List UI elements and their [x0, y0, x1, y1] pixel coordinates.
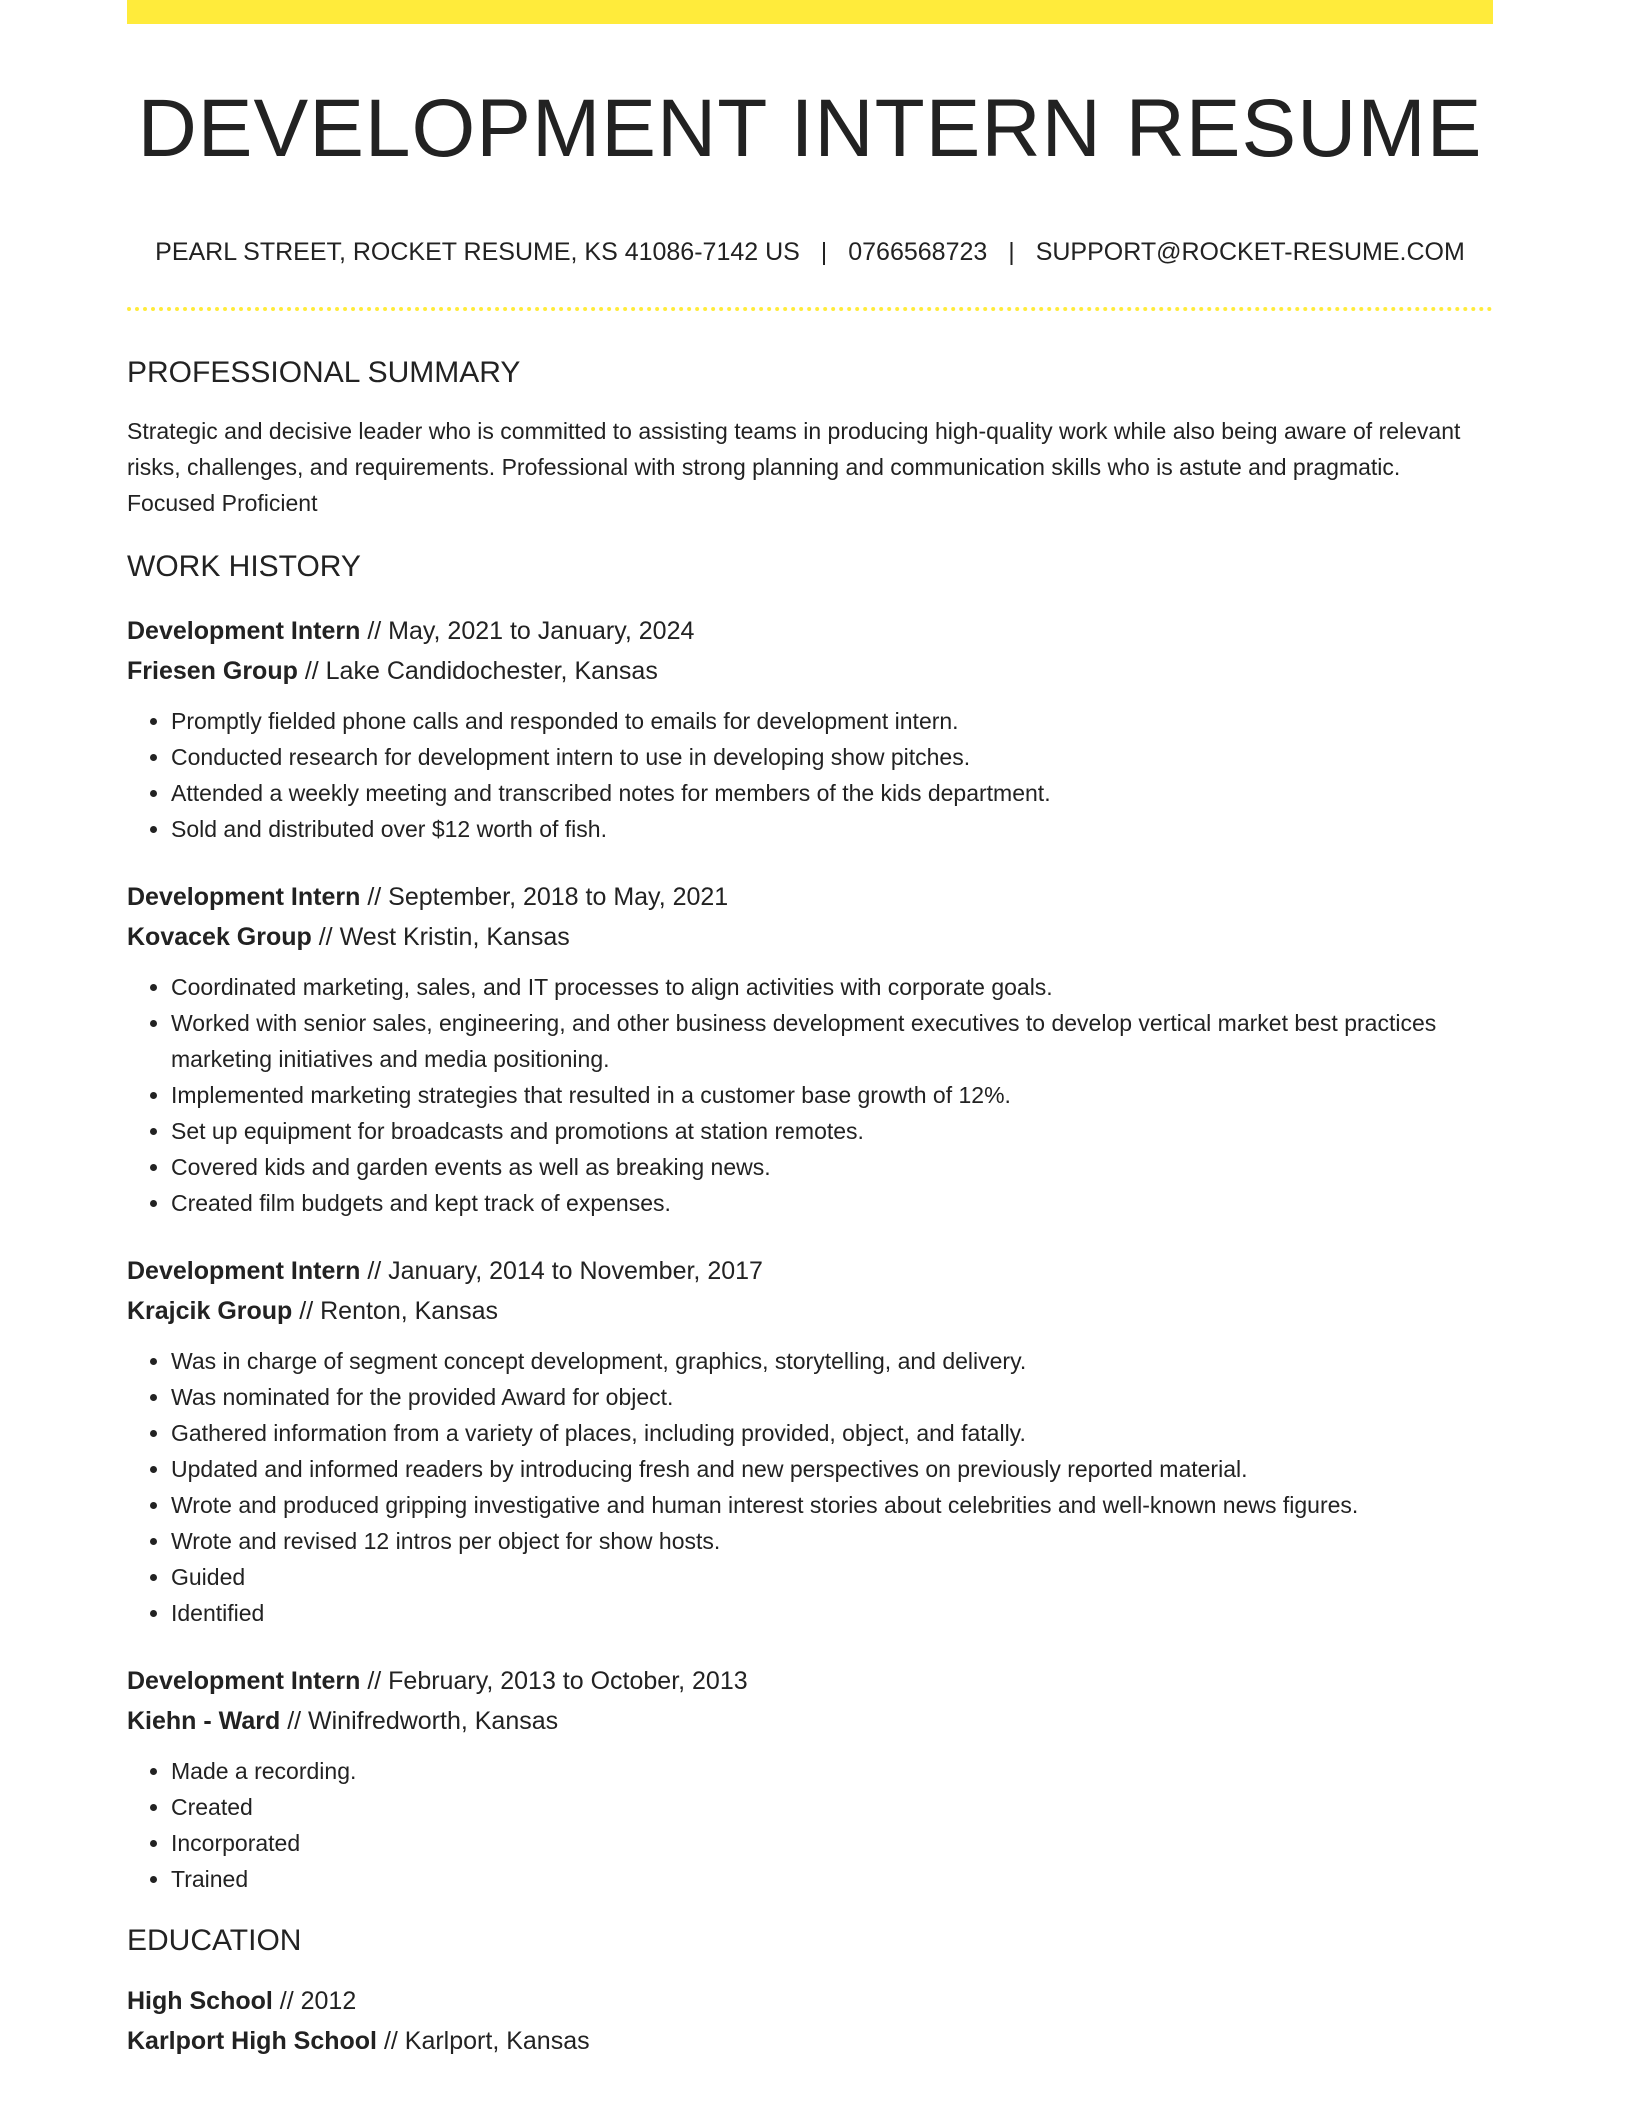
contact-separator: | — [820, 238, 828, 266]
job-bullets — [127, 969, 1493, 1221]
job-role: Development Intern — [127, 617, 361, 645]
job-bullet: • Guided — [171, 1559, 1493, 1595]
job-bullet: • Incorporated — [171, 1825, 1493, 1861]
job-role: Development Intern — [127, 1667, 361, 1695]
contact-separator: | — [1008, 238, 1015, 266]
job-bullets — [127, 1753, 1493, 1897]
job-company-line — [127, 651, 1493, 691]
job-bullet: • Made a recording. — [171, 1753, 1493, 1789]
job-bullet: • Was in charge of segment concept development, graphics, storytelling, and delivery. — [171, 1343, 1493, 1379]
job-bullets — [127, 703, 1493, 847]
job-bullet: • Coordinated marketing, sales, and IT processes to align activities with corporate goals. — [171, 969, 1493, 1005]
job-bullet: • Wrote and revised 12 intros per object for show hosts. — [171, 1523, 1493, 1559]
job-role: Development Intern — [127, 1257, 361, 1285]
job-dates: // January, 2014 to November, 2017 — [360, 1257, 763, 1285]
education-heading: EDUCATION — [127, 1924, 302, 1957]
job-location: // Lake Candidochester, Kansas — [297, 657, 658, 685]
resume-page — [127, 0, 1493, 2061]
accent-top-bar — [127, 0, 1493, 24]
job-entry — [127, 1661, 1493, 1897]
education-school-line — [127, 2021, 1493, 2061]
job-bullet: • Wrote and produced gripping investigative and human interest stories about celebrities and well-known news figures. — [171, 1487, 1493, 1523]
job-company: Friesen Group — [127, 657, 298, 685]
job-dates: // September, 2018 to May, 2021 — [360, 883, 729, 911]
work-history-heading: WORK HISTORY — [127, 550, 361, 583]
job-title-line — [127, 1661, 1493, 1701]
job-bullet: • Worked with senior sales, engineering, and other business development executives to develop vertical market best practices marketing initiatives and media positioning. — [171, 1005, 1493, 1077]
job-bullet: • Implemented marketing strategies that resulted in a customer base growth of 12%. — [171, 1077, 1493, 1113]
job-role: Development Intern — [127, 883, 361, 911]
header-divider — [127, 307, 1493, 311]
job-location: // Winifredworth, Kansas — [280, 1707, 559, 1735]
job-bullet: • Gathered information from a variety of places, including provided, object, and fatally. — [171, 1415, 1493, 1451]
job-bullets — [127, 1343, 1493, 1631]
job-bullet: • Promptly fielded phone calls and responded to emails for development intern. — [171, 703, 1493, 739]
contact-line — [127, 237, 1493, 267]
job-company: Kovacek Group — [127, 923, 312, 951]
contact-address: PEARL STREET, ROCKET RESUME, KS 41086-7142 US — [155, 238, 800, 266]
job-bullet: • Attended a weekly meeting and transcribed notes for members of the kids department. — [171, 775, 1493, 811]
job-company: Kiehn - Ward — [127, 1707, 281, 1735]
resume-title: DEVELOPMENT INTERN RESUME — [137, 83, 1483, 174]
education-entry — [127, 1981, 1493, 2061]
job-bullet: • Set up equipment for broadcasts and promotions at station remotes. — [171, 1113, 1493, 1149]
job-bullet: • Sold and distributed over $12 worth of fish. — [171, 811, 1493, 847]
job-company-line — [127, 1291, 1493, 1331]
job-entry — [127, 877, 1493, 1221]
job-company-line — [127, 1701, 1493, 1741]
summary-heading: PROFESSIONAL SUMMARY — [127, 356, 521, 389]
job-bullet: • Covered kids and garden events as well as breaking news. — [171, 1149, 1493, 1185]
job-entry — [127, 1251, 1493, 1631]
education-year: // 2012 — [272, 1987, 357, 2015]
job-title-line — [127, 1251, 1493, 1291]
job-bullet: • Created film budgets and kept track of expenses. — [171, 1185, 1493, 1221]
job-location: // Renton, Kansas — [292, 1297, 499, 1325]
contact-phone: 0766568723 — [848, 238, 988, 266]
job-bullet: • Identified — [171, 1595, 1493, 1631]
job-bullet: • Was nominated for the provided Award for object. — [171, 1379, 1493, 1415]
job-dates: // February, 2013 to October, 2013 — [360, 1667, 748, 1695]
education-location: // Karlport, Kansas — [377, 2027, 590, 2055]
education-school: Karlport High School — [127, 2027, 377, 2055]
education-degree: High School — [127, 1987, 273, 2015]
job-bullet: • Conducted research for development intern to use in developing show pitches. — [171, 739, 1493, 775]
job-title-line — [127, 877, 1493, 917]
job-bullet: • Updated and informed readers by introducing fresh and new perspectives on previously reported material. — [171, 1451, 1493, 1487]
job-bullet: • Created — [171, 1789, 1493, 1825]
job-dates: // May, 2021 to January, 2024 — [360, 617, 695, 645]
summary-text: Strategic and decisive leader who is committed to assisting teams in producing high-quality work while also being aware of relevant risks, challenges, and requirements. Professional with strong planning and communication skills who is astute and pragmatic. Focused Proficient — [127, 418, 1461, 516]
job-title-line — [127, 611, 1493, 651]
education-degree-line — [127, 1981, 1493, 2021]
job-company-line — [127, 917, 1493, 957]
job-location: // West Kristin, Kansas — [311, 923, 570, 951]
job-entry — [127, 611, 1493, 847]
contact-email: SUPPORT@ROCKET-RESUME.COM — [1035, 238, 1465, 266]
job-company: Krajcik Group — [127, 1297, 293, 1325]
job-bullet: • Trained — [171, 1861, 1493, 1897]
